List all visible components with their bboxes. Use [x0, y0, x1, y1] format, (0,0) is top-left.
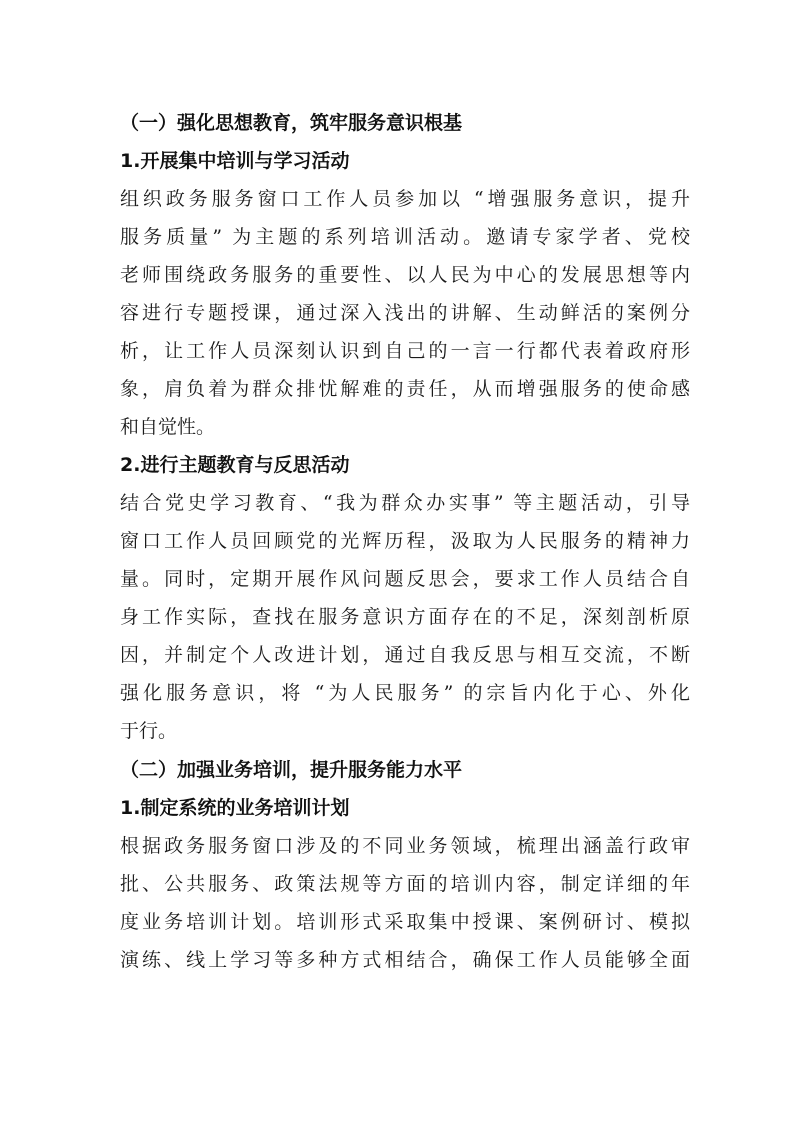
section-heading-2: （二）加强业务培训，提升服务能力水平 — [120, 759, 463, 781]
paragraph-line: 结合党史学习教育、“我为群众办实事” 等主题活动，引导 — [120, 492, 690, 514]
paragraph-line: 于行。 — [120, 720, 178, 742]
paragraph-line: 老师围绕政务服务的重要性、以人民为中心的发展思想等内 — [120, 264, 690, 286]
paragraph-line: 批、公共服务、政策法规等方面的培训内容，制定详细的年 — [120, 873, 690, 895]
paragraph-line: 和自觉性。 — [120, 416, 216, 438]
subsection-title-1-2: 2.进行主题教育与反思活动 — [120, 454, 350, 476]
paragraph-line: 身工作实际，查找在服务意识方面存在的不足，深刻剖析原 — [120, 606, 690, 628]
paragraph-line: 量。同时，定期开展作风问题反思会，要求工作人员结合自 — [120, 568, 690, 590]
paragraph-line: 演练、线上学习等多种方式相结合，确保工作人员能够全面 — [120, 949, 690, 971]
paragraph-line: 象，肩负着为群众排忧解难的责任，从而增强服务的使命感 — [120, 378, 690, 400]
paragraph-line: 服务质量” 为主题的系列培训活动。邀请专家学者、党校 — [120, 226, 690, 248]
paragraph-line: 容进行专题授课，通过深入浅出的讲解、生动鲜活的案例分 — [120, 302, 690, 324]
paragraph-line: 因，并制定个人改进计划，通过自我反思与相互交流，不断 — [120, 644, 690, 666]
paragraph-line: 窗口工作人员回顾党的光辉历程，汲取为人民服务的精神力 — [120, 530, 690, 552]
paragraph-line: 析，让工作人员深刻认识到自己的一言一行都代表着政府形 — [120, 340, 690, 362]
paragraph-line: 度业务培训计划。培训形式采取集中授课、案例研讨、模拟 — [120, 911, 690, 933]
section-heading-1: （一）强化思想教育，筑牢服务意识根基 — [120, 112, 463, 134]
paragraph-line: 根据政务服务窗口涉及的不同业务领域，梳理出涵盖行政审 — [120, 835, 690, 857]
paragraph-line: 强化服务意识，将 “为人民服务” 的宗旨内化于心、外化 — [120, 682, 690, 704]
subsection-title-2-1: 1.制定系统的业务培训计划 — [120, 797, 350, 819]
paragraph-line: 组织政务服务窗口工作人员参加以 “增强服务意识，提升 — [120, 188, 690, 210]
subsection-title-1-1: 1.开展集中培训与学习活动 — [120, 150, 350, 172]
